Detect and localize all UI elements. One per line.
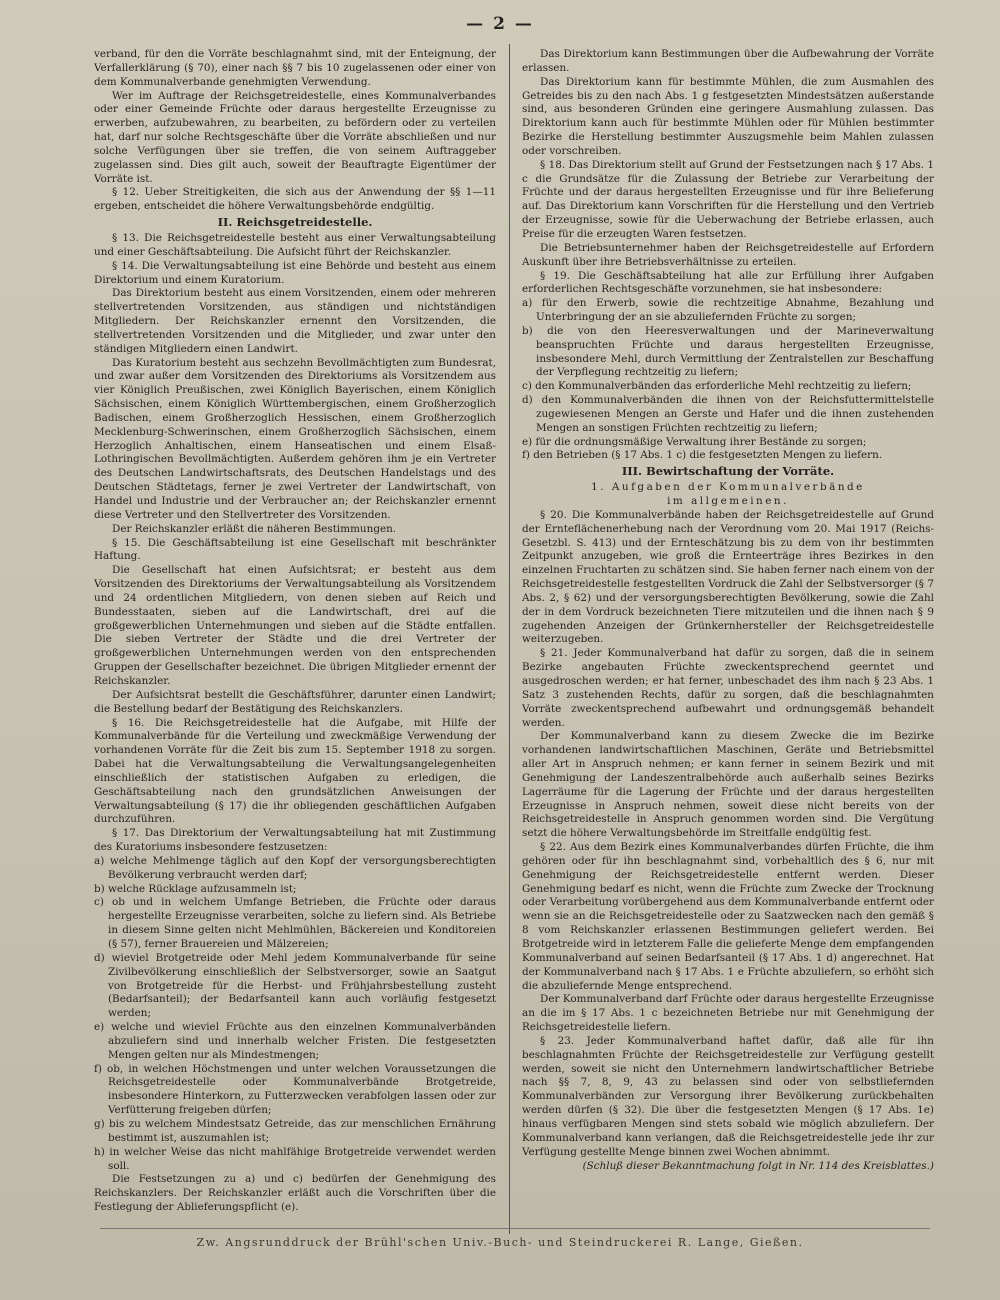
list-item: d) wieviel Brotgetreide oder Mehl jedem Kommunalverbande für seine Zivilbevölkerung einschließlich der Selbstversorger, sowie an Saatgut von Brotgetreide für die Herbst- und Frühjahrsbestellung zusteht (Bedarfsanteil); der Bedarfsanteil kann auch vorläufig festgesetzt werden;	[94, 951, 496, 1020]
paragraph: Das Direktorium besteht aus einem Vorsitzenden, einem oder mehreren stellvertretenden Vorsitzenden, aus ständigen und nichtständigen Mitgliedern. Der Reichskanzler ernennt den Vorsitzenden, die stellvertretenden Vorsitzenden und die Mitglieder, und zwar unter den ständigen Mitgliedern einen Landwirt.	[94, 287, 496, 355]
list-item: a) welche Mehlmenge täglich auf den Kopf der versorgungsberechtigten Bevölkerung verbraucht werden darf;	[94, 854, 496, 881]
list-item: f) ob, in welchen Höchstmengen und unter welchen Voraussetzungen die Reichsgetreidestelle oder Kommunalverbände Brotgetreide, insbesondere Hinterkorn, zu Futterzwecken verabfolgen lassen oder zur Verfütterung freigeben dürfen;	[94, 1062, 496, 1117]
left-column	[94, 48, 496, 1230]
list-item: a) für den Erwerb, sowie die rechtzeitige Abnahme, Bezahlung und Unterbringung der an sie abzuliefernden Früchte zu sorgen;	[522, 297, 934, 324]
list-item: b) die von den Heeresverwaltungen und der Marineverwaltung beanspruchten Früchte und daraus hergestellten Erzeugnisse, insbesondere Mehl, durch Vermittlung der Zentralstellen zur Beschaffung der Verpflegung rechtzeitig zu liefern;	[522, 324, 934, 379]
paragraph: § 16. Die Reichsgetreidestelle hat die Aufgabe, mit Hilfe der Kommunalverbände für die Verteilung und zweckmäßige Verwendung der vorhandenen Vorräte für die Zeit bis zum 15. September 1918 zu sorgen. Dabei hat die Verwaltungsabteilung die Verwaltungsangelegenheiten einschließlich der statistischen Aufgaben zu erledigen, die Geschäftsabteilung nach den grundsätzlichen Anweisungen der Verwaltungsabteilung (§ 17) die ihr obliegenden geschäftlichen Aufgaben durchzuführen.	[94, 716, 496, 826]
paragraph: Die Festsetzungen zu a) und c) bedürfen der Genehmigung des Reichskanzlers. Der Reichskanzler erläßt auch die Vorschriften über die Festlegung der Ablieferungspflicht (e).	[94, 1173, 496, 1214]
paragraph: § 20. Die Kommunalverbände haben der Reichsgetreidestelle auf Grund der Ernteflächenerhebung nach der Verordnung vom 20. Mai 1917 (Reichs-Gesetzbl. S. 413) und der Ernteschätzung bis zu dem von ihr bestimmten Zeitpunkt anzugeben, wie groß die Ernteerträge ihres Bezirkes in den einzelnen Fruchtarten zu schätzen sind. Sie haben ferner nach einem von der Reichsgetreidestelle festgestellten Vordruck die Zahl der Selbstversorger (§ 7 Abs. 2, § 62) und der versorgungsberechtigten Bevölkerung, sowie die Zahl der in dem Vordruck bezeichneten Tiere mitzuteilen und die ihnen nach § 9 zugehenden Anzeigen der Grünkernhersteller der Reichsgetreidestelle weiterzugeben.	[522, 508, 934, 646]
paragraph: § 18. Das Direktorium stellt auf Grund der Festsetzungen nach § 17 Abs. 1 c die Grundsätze für die Zulassung der Betriebe zur Verarbeitung der Früchte und der daraus hergestellten Erzeugnisse und für ihre Belieferung auf. Das Direktorium kann Vorschriften für die Herstellung und den Vertrieb der Erzeugnisse, sowie für die Ueberwachung der Betriebe erlassen, auch Preise für die erzeugten Waren festsetzen.	[522, 158, 934, 240]
paragraph: Wer im Auftrage der Reichsgetreidestelle, eines Kommunalverbandes oder einer Gemeinde Früchte oder daraus hergestellte Erzeugnisse zu erwerben, aufzubewahren, zu bearbeiten, zu befördern oder zu verteilen hat, darf nur solche Rechtsgeschäfte über die Vorräte abschließen und nur solche Verfügungen über sie treffen, die von seinem Auftraggeber zugelassen sind. Dies gilt auch, soweit der Beauftragte Eigentümer der Vorräte ist.	[94, 89, 496, 185]
page-number: — 2 —	[466, 14, 534, 34]
paragraph: Der Kommunalverband kann zu diesem Zwecke die im Bezirke vorhandenen landwirtschaftlichen Maschinen, Geräte und Betriebsmittel aller Art in Anspruch nehmen; er kann ferner in seinem Bezirk und mit Genehmigung der Landeszentralbehörde auch außerhalb seines Bezirks Lagerräume für die Lagerung der Früchte und der daraus hergestellten Erzeugnisse in Anspruch nehmen, soweit diese nicht bereits von der Reichsgetreidestelle in Anspruch genommen worden sind. Die Vergütung setzt die höhere Verwaltungsbehörde im Streitfalle endgültig fest.	[522, 730, 934, 840]
list-item: e) welche und wieviel Früchte aus den einzelnen Kommunalverbänden abzuliefern sind und innerhalb welcher Fristen. Die festgesetzten Mengen gelten nur als Mindestmengen;	[94, 1021, 496, 1061]
printer-imprint: Zw. Angsrunddruck der Brühl'schen Univ.-Buch- und Steindruckerei R. Lange, Gießen.	[196, 1236, 804, 1249]
closing-note: (Schluß dieser Bekanntmachung folgt in Nr. 114 des Kreisblattes.)	[582, 1159, 934, 1172]
paragraph: § 21. Jeder Kommunalverband hat dafür zu sorgen, daß die in seinem Bezirke angebauten Früchte zweckentsprechend geerntet und ausgedroschen werden; er hat ferner, unbeschadet des ihm nach § 23 Abs. 1 Satz 3 zustehenden Rechts, dafür zu sorgen, daß die beschlagnahmten Vorräte zweckentsprechend aufbewahrt und ordnungsgemäß behandelt werden.	[522, 647, 934, 729]
footer-rule	[100, 1228, 930, 1229]
list-item: b) welche Rücklage aufzusammeln ist;	[94, 882, 297, 895]
paragraph: § 22. Aus dem Bezirk eines Kommunalverbandes dürfen Früchte, die ihm gehören oder für ihn beschlagnahmt sind, vorbehaltlich des § 6, nur mit Genehmigung der Reichsgetreidestelle entfernt werden. Dieser Genehmigung bedarf es nicht, wenn die Früchte zum Zwecke der Trocknung oder Verarbeitung vorübergehend aus dem Kommunalverbande entfernt oder wenn sie an die Reichsgetreidestelle oder zu Saatzwecken nach den gemäß § 8 vom Reichskanzler erlassenen Bestimmungen geliefert werden. Bei Brotgetreide wird in letzterem Falle die gelieferte Menge dem empfangenden Kommunalverband auf seinen Bedarfsanteil (§ 17 Abs. 1 d) angerechnet. Hat der Kommunalverband nach § 17 Abs. 1 e Früchte abzuliefern, so erhöht sich die abzuliefernde Menge entsprechend.	[522, 841, 934, 992]
list-item: g) bis zu welchem Mindestsatz Getreide, das zur menschlichen Ernährung bestimmt ist, auszumahlen ist;	[94, 1117, 496, 1144]
list-item: e) für die ordnungsmäßige Verwaltung ihrer Bestände zu sorgen;	[522, 435, 867, 448]
paragraph: § 17. Das Direktorium der Verwaltungsabteilung hat mit Zustimmung des Kuratoriums insbesondere festzusetzen:	[94, 827, 496, 854]
paragraph: § 14. Die Verwaltungsabteilung ist eine Behörde und besteht aus einem Direktorium und einem Kuratorium.	[94, 259, 496, 286]
section-heading: III. Bewirtschaftung der Vorräte.	[621, 464, 835, 479]
paragraph: Das Direktorium kann für bestimmte Mühlen, die zum Ausmahlen des Getreides bis zu den nach Abs. 1 g festgesetzten Mindestsätzen außerstande sind, aus besonderen Gründen eine geringere Ausmahlung zulassen. Das Direktorium kann auch für bestimmte Mühlen oder für Mühlen bestimmter Bezirke die Herstellung bestimmter Auszugsmehle beim Mahlen zulassen oder vorschreiben.	[522, 75, 934, 157]
paragraph: Die Betriebsunternehmer haben der Reichsgetreidestelle auf Erfordern Auskunft über ihre Betriebsverhältnisse zu erteilen.	[522, 241, 934, 268]
paragraph: Das Direktorium kann Bestimmungen über die Aufbewahrung der Vorräte erlassen.	[522, 48, 934, 74]
subheading: im allgemeinen.	[667, 495, 789, 507]
subheading: 1. Aufgaben der Kommunalverbände	[591, 481, 865, 494]
paragraph: verband, für den die Vorräte beschlagnahmt sind, mit der Enteignung, der Verfallerklärung (§ 70), einer nach §§ 7 bis 10 zugelassenen oder einer von dem Kommunalverbande genehmigten Verwendung.	[94, 48, 496, 88]
column-divider	[509, 44, 510, 1234]
list-item: c) den Kommunalverbänden das erforderliche Mehl rechtzeitig zu liefern;	[522, 380, 912, 393]
paragraph: Der Reichskanzler erläßt die näheren Bestimmungen.	[112, 522, 397, 535]
paragraph: § 13. Die Reichsgetreidestelle besteht aus einer Verwaltungsabteilung und einer Geschäftsabteilung. Die Aufsicht führt der Reichskanzler.	[94, 231, 496, 258]
paragraph: § 12. Ueber Streitigkeiten, die sich aus der Anwendung der §§ 1—11 ergeben, entscheidet die höhere Verwaltungsbehörde endgültig.	[94, 186, 496, 213]
paragraph: § 19. Die Geschäftsabteilung hat alle zur Erfüllung ihrer Aufgaben erforderlichen Rechtsgeschäfte vorzunehmen, sie hat insbesondere:	[522, 269, 934, 296]
paragraph: Der Kommunalverband darf Früchte oder daraus hergestellte Erzeugnisse an die im § 17 Abs. 1 c bezeichneten Betriebe nur mit Genehmigung der Reichsgetreidestelle liefern.	[522, 993, 934, 1034]
paragraph: Das Kuratorium besteht aus sechzehn Bevollmächtigten zum Bundesrat, und zwar außer dem Vorsitzenden des Direktoriums als Vorsitzendem aus vier Königlich Preußischen, zwei Königlich Bayerischen, einem Königlich Sächsischen, einem Königlich Württembergischen, einem Großherzoglich Badischen, einem Großherzoglich Hessischen, einem Großherzoglich Mecklenburg-Schwerinschen, einem Großherzoglich Sächsischen, einem Herzoglich Anhaltischen, einem Hanseatischen und einem Elsaß-Lothringischen Bevollmächtigten. Außerdem gehören ihm je ein Vertreter des Deutschen Landwirtschaftsrats, des Deutschen Handelstags und des Deutschen Städtetags, ferner je zwei Vertreter der Landwirtschaft, von Handel und Industrie und der Verbraucher an; der Reichskanzler ernennt diese Vertreter und den Stellvertreter des Vorsitzenden.	[94, 356, 496, 521]
right-column	[522, 48, 934, 1230]
list-item: f) den Betrieben (§ 17 Abs. 1 c) die festgesetzten Mengen zu liefern.	[522, 449, 883, 462]
list-item: c) ob und in welchem Umfange Betrieben, die Früchte oder daraus hergestellte Erzeugnisse verarbeiten, solche zu liefern sind. Als Betriebe in diesem Sinne gelten nicht Mehlmühlen, Bäckereien und Konditoreien (§ 57), ferner Brauereien und Mälzereien;	[94, 896, 496, 950]
paragraph: § 23. Jeder Kommunalverband haftet dafür, daß alle für ihn beschlagnahmten Früchte der Reichsgetreidestelle zur Verfügung gestellt werden, soweit sie nicht den Unternehmern landwirtschaftlicher Betriebe nach §§ 7, 8, 9, 43 zu belassen sind oder von selbstliefernden Kommunalverbänden zur Versorgung ihrer Bevölkerung zurückbehalten werden dürfen (§ 32). Die über die festgesetzten Mengen (§ 17 Abs. 1e) hinaus verfügbaren Mengen sind stets sobald wie möglich abzuliefern. Der Kommunalverband kann verlangen, daß die Reichsgetreidestelle jede ihr zur Verfügung gestellte Menge binnen zwei Wochen abnimmt.	[522, 1034, 934, 1158]
list-item: d) den Kommunalverbänden die ihnen von der Reichsfuttermittelstelle zugewiesenen Mengen an Gerste und Hafer und die ihnen zustehenden Mengen an sonstigen Früchten rechtzeitig zu liefern;	[522, 394, 934, 434]
paragraph: Der Aufsichtsrat bestellt die Geschäftsführer, darunter einen Landwirt; die Bestellung bedarf der Bestätigung des Reichskanzlers.	[94, 688, 496, 715]
paragraph: § 15. Die Geschäftsabteilung ist eine Gesellschaft mit beschränkter Haftung.	[94, 536, 496, 563]
list-item: h) in welcher Weise das nicht mahlfähige Brotgetreide verwendet werden soll.	[94, 1145, 496, 1172]
paragraph: Die Gesellschaft hat einen Aufsichtsrat; er besteht aus dem Vorsitzenden des Direktoriums der Verwaltungsabteilung als Vorsitzendem und 24 ordentlichen Mitgliedern, von denen sieben auf Reich und Bundesstaaten, sieben auf die Landwirtschaft, drei auf die großgewerblichen Unternehmungen und sieben auf die Städte entfallen. Die sieben Vertreter der Städte und die drei Vertreter der großgewerblichen Unternehmungen werden von den entsprechenden Gruppen der Gesellschafter bezeichnet. Die übrigen Mitglieder ernennt der Reichskanzler.	[94, 564, 496, 687]
section-heading: II. Reichsgetreidestelle.	[217, 215, 373, 230]
